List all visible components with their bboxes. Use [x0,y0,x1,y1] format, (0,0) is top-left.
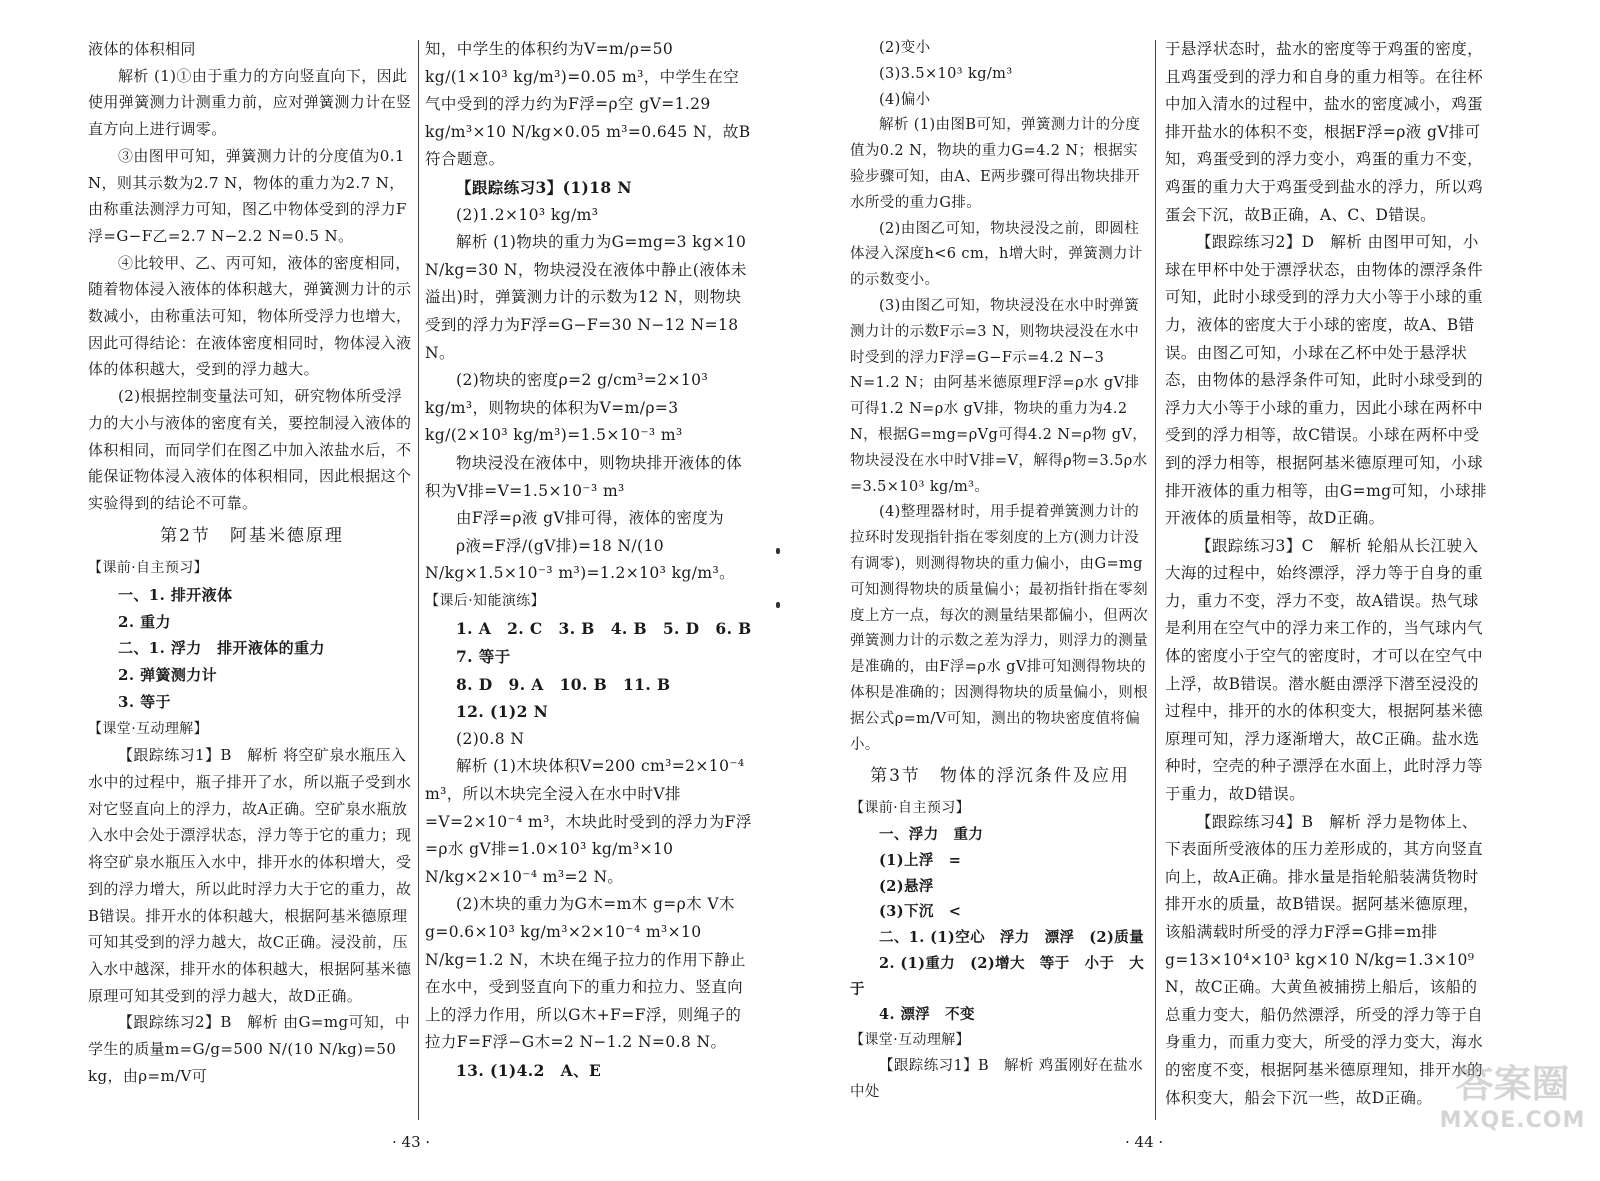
binding-mark [776,602,780,608]
answer-line: 4. 漂浮 不变 [879,1006,975,1024]
paragraph: ④比较甲、乙、丙可知，液体的密度相同，随着物体浸入液体的体积越大，弹簧测力计的示数减小，由称重法可知，物体所受浮力也增大，因此可得结论：在液体密度相同时，物体浸入液体的体积越大，受到的浮力越大。 [88,253,412,379]
paragraph: 解析 (1)物块的重力为G=mg=3 kg×10 N/kg=30 N，物块浸没在液体中静止(液体未溢出)时，弹簧测力计的示数为12 N，则物块受到的浮力为F浮=G−F=30 N−12 N=18 N。 [425,233,747,362]
subsection-tag: 【课堂·互动理解】 [88,720,209,737]
watermark-site: MXQE.COM [1439,1108,1586,1133]
answer-line: 2. 重力 [118,612,171,631]
answer-line: 12. (1)2 N [456,702,549,722]
answer-line: (2)变小 [879,40,931,56]
section-title: 第3节 物体的浮沉条件及应用 [870,766,1130,787]
paragraph: (3)由图乙可知，物块浸没在水中时弹簧测力计的示数F示=3 N，则物块浸没在水中时受到的浮力F浮=G−F示=4.2 N−3 N=1.2 N；由阿基米德原理F浮=ρ水 gV排可得1.2 N=ρ水 gV排，物块的重力为4.2 N，根据G=mg=ρVg可得4.2 N=ρ物 gV，物块浸没在水中时V排=V，解得ρ物=3.5ρ水=3.5×10³ kg/m³。 [850,297,1148,495]
answer-line: (3)3.5×10³ kg/m³ [879,65,1013,82]
subsection-tag: 【课前·自主预习】 [88,560,209,577]
paragraph: 【跟踪练习2】B 解析 由G=mg可知，中学生的质量m=G/g=500 N/(10 N/kg)=50 kg，由ρ=m/V可 [88,1013,411,1085]
page-number-right: · 44 · [1125,1133,1164,1151]
paragraph: 【跟踪练习1】B 解析 将空矿泉水瓶压入水中的过程中，瓶子排开了水，所以瓶子受到水对它竖直向上的浮力，故A正确。空矿泉水瓶放入水中会处于漂浮状态，浮力等于它的重力；现将空矿泉水瓶压入水中，排开水的体积增大，受到的浮力增大，所以此时浮力大于它的重力，故B错误。排开水的体积越大，根据阿基米德原理可知其受到的浮力越大，故C正确。浸没前，压入水中越深，排开水的体积越大，根据阿基米德原理可知其受到的浮力越大，故D正确。 [88,746,412,1005]
paragraph: ρ液=F浮/(gV排)=18 N/(10 N/kg×1.5×10⁻³ m³)=1.2×10³ kg/m³。 [425,536,735,583]
paragraph: (4)整理器材时，用手提着弹簧测力计的拉环时发现指针指在零刻度的上方(测力计没有调零)，则测得物块的重力偏小，由G=mg可知测得物块的质量偏小；最初指针指在零刻度上方一点，每次的测量结果都偏小，但两次弹簧测力计的示数之差为浮力，则浮力的测量是准确的，由F浮=ρ水 gV排可知测得物块的体积是准确的；因测得物块的质量偏小，则根据公式ρ=m/V可知，测出的物块密度值将偏小。 [850,504,1148,753]
paragraph: (2)木块的重力为G木=m木 g=ρ木 V木 g=0.6×10³ kg/m³×2×10⁻⁴ m³×10 N/kg=1.2 N，木块在绳子拉力的作用下静止在水中，受到竖直向下的重力和拉力、竖直向上的浮力作用，所以G木+F=F浮，则绳子的拉力F=F浮−G木=2 N−1.2 N=0.8 N。 [425,895,746,1052]
paragraph: 于悬浮状态时，盐水的密度等于鸡蛋的密度，且鸡蛋受到的浮力和自身的重力相等。在往杯中加入清水的过程中，盐水的密度减小，鸡蛋排开盐水的体积不变，根据F浮=ρ液 gV排可知，鸡蛋受到的浮力变小，鸡蛋的重力不变，鸡蛋的重力大于鸡蛋受到盐水的浮力，所以鸡蛋会下沉，故B正确，A、C、D错误。 [1165,40,1484,224]
answer-line: 二、1. (1)空心 浮力 漂浮 (2)质量 [879,929,1145,947]
page44-column-left [850,36,1150,1106]
paragraph: 解析 (1)①由于重力的方向竖直向下，因此使用弹簧测力计测重力前，应对弹簧测力计在竖直方向上进行调零。 [88,66,412,139]
answer-line: (2)0.8 N [456,729,525,748]
paragraph: 液体的体积相同 [88,40,196,58]
answer-line: (1)上浮 = [879,851,962,869]
watermark-logo [1430,1060,1595,1170]
answer-line: 【跟踪练习3】(1)18 N [456,177,632,197]
answer-line: (3)下沉 < [879,903,962,921]
paragraph: (2)由图乙可知，物块浸没之前，即圆柱体浸入深度h<6 cm，h增大时，弹簧测力计的示数变小。 [850,220,1143,289]
answer-line: 二、1. 浮力 排开液体的重力 [118,639,325,658]
answer-line: (4)偏小 [879,91,931,108]
answer-line: 1. A 2. C 3. B 4. B 5. D 6. B [456,619,752,639]
paragraph: 解析 (1)木块体积V=200 cm³=2×10⁻⁴ m³，所以木块完全浸入在水中时V排=V=2×10⁻⁴ m³，木块此时受到的浮力为F浮=ρ水 gV排=1.0×10³ kg/m³×10 N/kg×2×10⁻⁴ m³=2 N。 [425,757,752,886]
paragraph: 【跟踪练习1】B 解析 鸡蛋刚好在盐水中处 [850,1058,1144,1100]
answer-line: (2)悬浮 [879,877,934,895]
answer-line: 2. 弹簧测力计 [118,666,218,685]
column-divider-left [418,40,419,1120]
paragraph: ③由图甲可知，弹簧测力计的分度值为0.1 N，则其示数为2.7 N，物体的重力为2.7 N，由称重法测浮力可知，图乙中物体受到的浮力F浮=G−F乙=2.7 N−2.2 N=0.5 N。 [88,146,407,245]
page43-column-left [88,36,416,1089]
answer-line: 13. (1)4.2 A、E [456,1060,602,1080]
answer-line: 3. 等于 [118,692,171,711]
subsection-tag: 【课前·自主预习】 [850,800,971,817]
paragraph: (2)根据控制变量法可知，研究物体所受浮力的大小与液体的密度有关，要控制浸入液体的体积相同，而同学们在图乙中加入浓盐水后，不能保证物体浸入液体的体积相同，因此根据这个实验得到的结论不可靠。 [88,387,412,512]
paragraph: 物块浸没在液体中，则物块排开液体的体积为V排=V=1.5×10⁻³ m³ [425,453,743,500]
paragraph: 知，中学生的体积约为V=m/ρ=50 kg/(1×10³ kg/m³)=0.05 m³，中学生在空气中受到的浮力约为F浮=ρ空 gV=1.29 kg/m³×10 N/kg×0.05 m³=0.645 N，故B符合题意。 [425,40,751,169]
answer-line: 8. D 9. A 10. B 11. B [456,674,671,694]
page44-column-right [1165,36,1493,1112]
binding-mark [776,548,780,554]
paragraph: 【跟踪练习4】B 解析 浮力是物体上、下表面所受液体的压力差形成的，其方向竖直向上，故A正确。排水量是指轮船装满货物时排开水的质量，故B错误。据阿基米德原理，该船满载时所受的浮力F浮=G排=m排 g=13×10⁴×10³ kg×10 N/kg=1.3×10⁹ N，故C正确。大黄鱼被捕捞上船后，该船的总重力变大，船仍然漂浮，所受的浮力等于自身重力，而重力变大，所受的浮力变大，海水的密度不变，根据阿基米德原理知，排开水的体积变大，船会下沉一些，故D正确。 [1165,812,1484,1107]
page43-column-right [425,36,755,1085]
answer-line: 一、1. 排开液体 [118,586,233,605]
paragraph: (2)物块的密度ρ=2 g/cm³=2×10³ kg/m³，则物块的体积为V=m/ρ=3 kg/(2×10³ kg/m³)=1.5×10⁻³ m³ [425,371,709,445]
subsection-tag: 【课后·知能演练】 [425,592,546,609]
page-number-left: · 43 · [392,1133,431,1151]
column-divider-right [1155,40,1156,1120]
paragraph: 由F浮=ρ液 gV排可得，液体的密度为 [456,509,724,528]
paragraph: 【跟踪练习3】C 解析 轮船从长江驶入大海的过程中，始终漂浮，浮力等于自身的重力，重力不变，浮力不变，故A错误。热气球是利用在空气中的浮力来工作的，当气球内气体的密度小于空气的密度时，才可以在空气中上浮，故B错误。潜水艇由漂浮下潜至浸没的过程中，排开的水的体积变大，根据阿基米德原理可知，浮力逐渐增大，故C正确。盐水选种时，空壳的种子漂浮在水面上，此时浮力等于重力，故D错误。 [1165,536,1484,804]
answer-line: (2)1.2×10³ kg/m³ [456,205,599,224]
answer-line: 7. 等于 [456,647,511,667]
paragraph: 解析 (1)由图B可知，弹簧测力计的分度值为0.2 N，物块的重力G=4.2 N；根据实验步骤可知，由A、E两步骤可得出物块排开水所受的重力G排。 [850,117,1141,211]
paragraph: 【跟踪练习2】D 解析 由图甲可知，小球在甲杯中处于漂浮状态，由物体的漂浮条件可知，此时小球受到的浮力大小等于小球的重力，液体的密度大于小球的密度，故A、B错误。由图乙可知，小球在乙杯中处于悬浮状态，由物体的悬浮条件可知，此时小球受到的浮力大小等于小球的重力，因此小球在两杯中受到的浮力相等，故C错误。小球在两杯中受到的浮力相等，根据阿基米德原理可知，小球排开液体的重力相等，由G=mg可知，小球排开液体的质量相等，故D正确。 [1165,233,1487,528]
section-title: 第2节 阿基米德原理 [160,525,344,546]
answer-line: 2. (1)重力 (2)增大 等于 小于 大于 [850,954,1145,998]
answer-line: 一、浮力 重力 [879,825,984,843]
watermark-text: 答案圈 [1455,1062,1570,1106]
subsection-tag: 【课堂·互动理解】 [850,1032,971,1049]
